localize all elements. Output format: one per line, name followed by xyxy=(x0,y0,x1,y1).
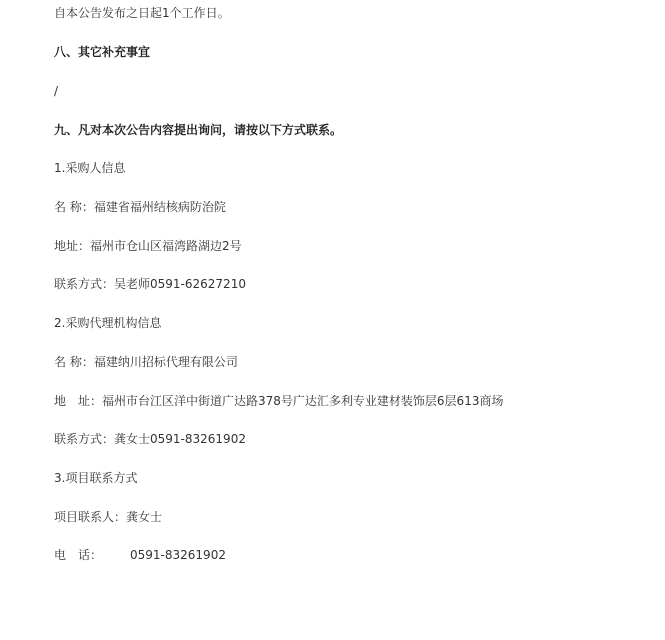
deadline-note xyxy=(54,5,230,21)
agency-address-label: 地 址： xyxy=(54,394,103,408)
purchaser-contact-value: 吴老师0591-62627210 xyxy=(114,277,246,291)
agency-contact-label: 联系方式： xyxy=(54,432,115,446)
purchaser-address-row xyxy=(54,238,242,254)
section8-content-text: / xyxy=(54,84,59,98)
section8-heading xyxy=(54,44,150,60)
purchaser-address-value: 福州市仓山区福湾路湖边2号 xyxy=(90,239,242,253)
agency-contact-row xyxy=(54,431,246,447)
agency-info-title xyxy=(54,315,161,331)
purchaser-name-row xyxy=(54,199,226,215)
agency-address-value: 福州市台江区洋中街道广达路378号广达汇多利专业建材装饰层6层613商场 xyxy=(102,394,504,408)
deadline-note-text: 自本公告发布之日起1个工作日。 xyxy=(54,6,230,20)
agency-address-row xyxy=(54,393,503,409)
purchaser-address-label: 地址： xyxy=(54,239,91,253)
agency-name-label: 名 称： xyxy=(54,355,94,369)
project-contact-phone-value: 0591-83261902 xyxy=(130,548,226,562)
purchaser-name-value: 福建省福州结核病防治院 xyxy=(93,200,226,214)
section9-heading xyxy=(54,122,342,138)
agency-contact-value: 龚女士0591-83261902 xyxy=(114,432,246,446)
purchaser-contact-label: 联系方式： xyxy=(54,277,115,291)
agency-info-title-text: 2.采购代理机构信息 xyxy=(54,316,162,330)
section8-heading-text: 八、其它补充事宜 xyxy=(54,45,151,59)
section9-heading-text: 九、凡对本次公告内容提出询问，请按以下方式联系。 xyxy=(54,123,343,137)
section8-content xyxy=(54,83,58,99)
project-contact-person-row xyxy=(54,509,162,525)
agency-name-row xyxy=(54,354,238,370)
project-contact-title xyxy=(54,470,137,486)
purchaser-info-title xyxy=(54,160,125,176)
project-contact-phone-label: 电 话： xyxy=(54,548,103,562)
project-contact-title-text: 3.项目联系方式 xyxy=(54,471,138,485)
agency-name-value: 福建纳川招标代理有限公司 xyxy=(93,355,238,369)
purchaser-info-title-text: 1.采购人信息 xyxy=(54,161,126,175)
purchaser-name-label: 名 称： xyxy=(54,200,94,214)
project-contact-person-label: 项目联系人： xyxy=(54,510,127,524)
project-contact-phone-row xyxy=(54,547,226,563)
purchaser-contact-row xyxy=(54,276,246,292)
project-contact-person-value: 龚女士 xyxy=(126,510,163,524)
